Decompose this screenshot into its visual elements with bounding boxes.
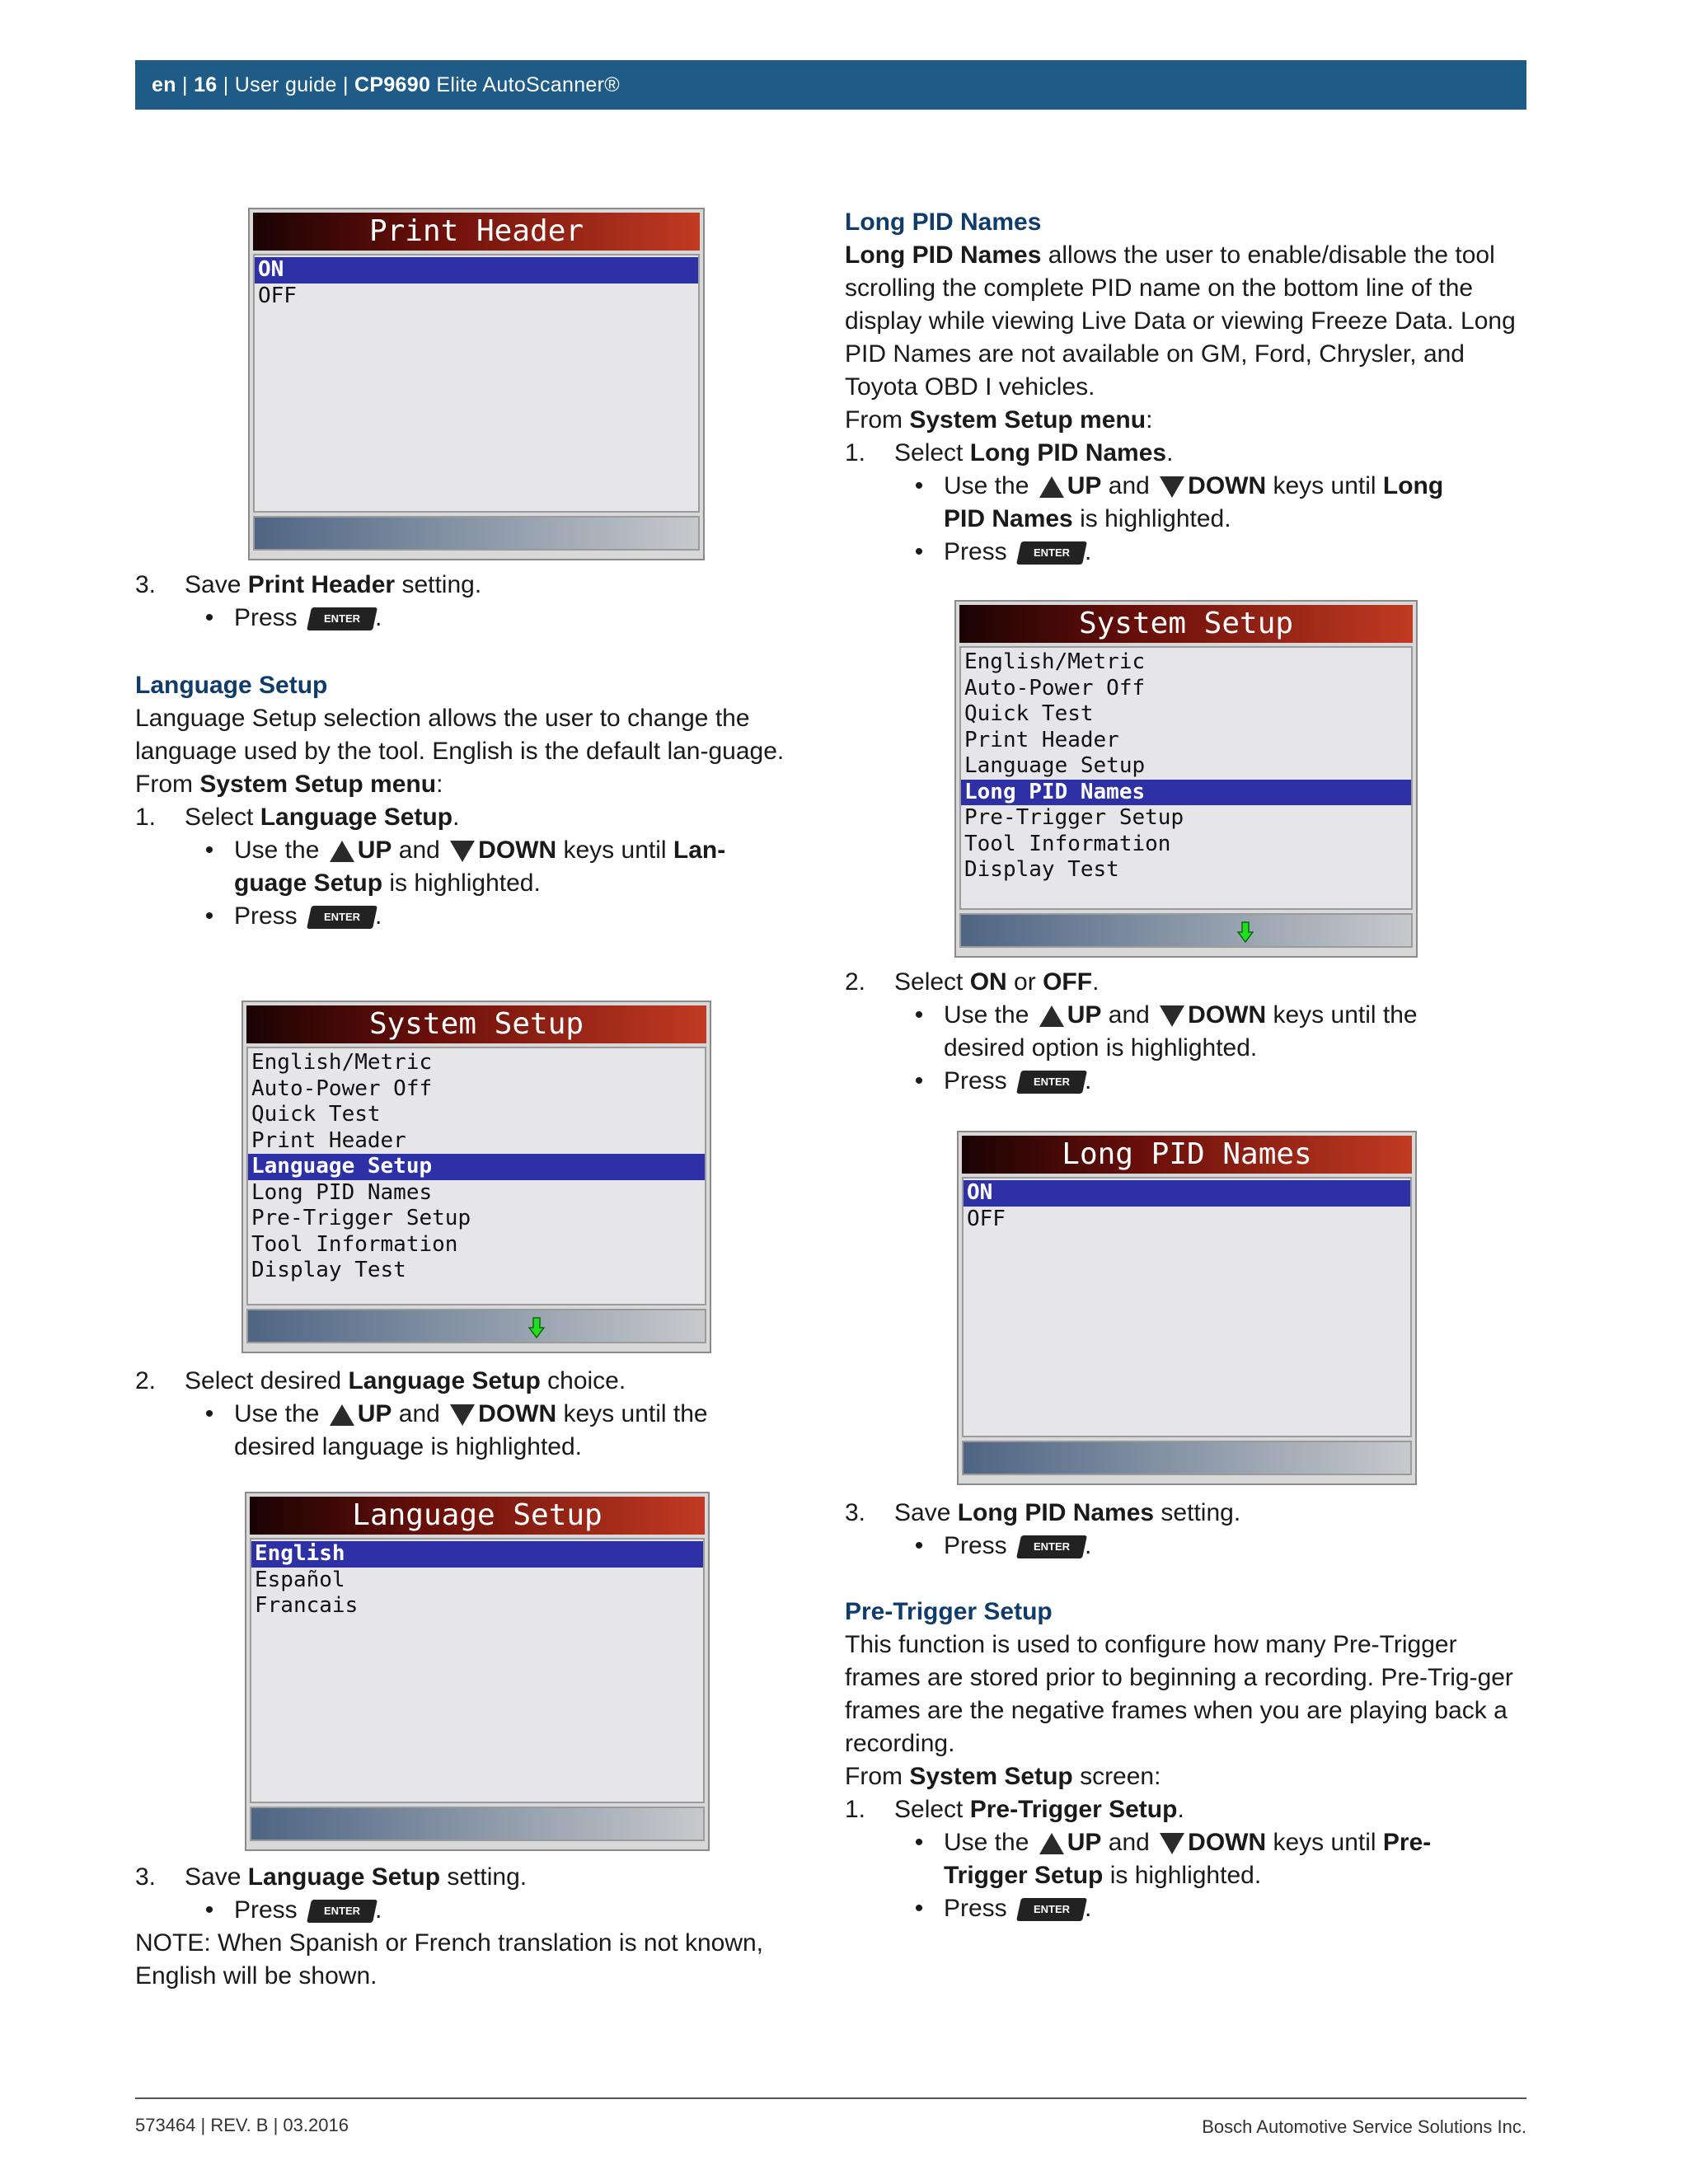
enter-key-icon: ENTER <box>1016 541 1087 565</box>
bullet-press: • Press ENTER . <box>204 902 382 930</box>
enter-key-icon: ENTER <box>307 607 377 630</box>
up-arrow-icon <box>1039 476 1064 498</box>
screen-list <box>253 254 700 513</box>
bullet-press: • Press ENTER . <box>914 1532 1092 1559</box>
note-text: NOTE: When Spanish or French translation is not known, English will be shown. <box>135 1929 764 1990</box>
screen-title: System Setup <box>246 1005 706 1043</box>
screen-item-off[interactable]: OFF <box>258 283 297 308</box>
screen-item[interactable]: Display Test <box>964 857 1119 882</box>
screen-list <box>962 1177 1412 1437</box>
screen-item[interactable]: Tool Information <box>964 831 1171 856</box>
from-system-setup-screen: From System Setup screen: <box>845 1763 1161 1790</box>
screen-footer <box>250 1807 705 1841</box>
screen-system-setup-long-pid <box>954 600 1418 958</box>
screen-item[interactable]: Auto-Power Off <box>251 1076 433 1101</box>
section-heading-pre-trigger: Pre-Trigger Setup <box>845 1598 1053 1625</box>
screen-item[interactable]: Español <box>255 1567 345 1592</box>
language-setup-section <box>135 669 819 933</box>
header-guide: User guide <box>234 73 337 96</box>
screen-item[interactable]: Language Setup <box>964 753 1146 778</box>
down-arrow-icon <box>1160 1833 1184 1854</box>
up-arrow-icon <box>1039 1005 1064 1027</box>
long-pid-section <box>845 206 1529 569</box>
down-arrow-icon <box>1237 921 1254 943</box>
header-product: Elite AutoScanner® <box>436 73 620 96</box>
from-system-setup: From System Setup menu: <box>845 406 1153 434</box>
step-select-pre-trigger: 1. Select Pre-Trigger Setup. <box>845 1796 1184 1823</box>
screen-title: System Setup <box>959 605 1413 643</box>
bullet-press: • Press ENTER . <box>914 1067 1092 1094</box>
header-lang: en <box>152 73 176 96</box>
screen-item[interactable]: Display Test <box>251 1258 406 1282</box>
screen-title: Print Header <box>253 213 700 251</box>
screen-item[interactable]: Pre-Trigger Setup <box>964 805 1184 830</box>
screen-item[interactable]: Auto-Power Off <box>964 675 1146 701</box>
screen-item[interactable]: Quick Test <box>251 1102 381 1127</box>
screen-long-pid-names <box>957 1131 1417 1485</box>
bullet-press: • Press ENTER . <box>914 1895 1092 1922</box>
screen-item-selected[interactable]: Language Setup <box>248 1154 705 1180</box>
left-column-block-4 <box>135 1861 819 1993</box>
down-arrow-icon <box>450 1404 475 1426</box>
left-column-block-3 <box>135 1365 819 1464</box>
screen-item[interactable]: Long PID Names <box>251 1179 433 1205</box>
step-save-long-pid: 3. Save Long PID Names setting. <box>845 1499 1241 1526</box>
down-arrow-icon <box>1160 476 1184 498</box>
bullet-use-keys: • Use the UP and DOWN keys until the desired option is highlighted. <box>914 1001 1418 1062</box>
long-pid-description: Long PID Names allows the user to enable/disable the tool scrolling the complete PID name on the bottom line of the display while viewing Live Data or viewing Freeze Data. Long PID Names are not available on GM, Ford, Chrysler, and Toyota OBD I vehicles. <box>845 241 1516 401</box>
down-arrow-icon <box>528 1317 545 1338</box>
section-heading-language-setup: Language Setup <box>135 672 328 699</box>
bullet-use-keys: • Use the UP and DOWN keys until Pre- Trigger Setup is highlighted. <box>914 1829 1432 1889</box>
screen-footer <box>253 516 700 551</box>
header-page: 16 <box>194 73 218 96</box>
screen-item[interactable]: English/Metric <box>251 1050 433 1075</box>
from-system-setup: From System Setup menu: <box>135 771 443 798</box>
enter-key-icon: ENTER <box>1016 1071 1087 1094</box>
pre-trigger-description: This function is used to configure how many Pre-Trigger frames are stored prior to beginning a recording. Pre-Trig-ger frames are the negative frames when you are playing back a recording. <box>845 1631 1513 1757</box>
section-heading-long-pid: Long PID Names <box>845 209 1042 236</box>
up-arrow-icon <box>1039 1833 1064 1854</box>
screen-item[interactable]: Pre-Trigger Setup <box>251 1206 471 1230</box>
screen-item-off[interactable]: OFF <box>967 1206 1006 1231</box>
right-column-block-2 <box>845 966 1529 1098</box>
enter-key-icon: ENTER <box>1016 1535 1087 1558</box>
header-model: CP9690 <box>354 73 431 96</box>
screen-item[interactable]: Quick Test <box>964 701 1094 726</box>
screen-list <box>959 646 1413 910</box>
footer-divider <box>135 2097 1526 2099</box>
screen-footer <box>959 913 1413 948</box>
footer-doc-id: 573464 | REV. B | 03.2016 <box>135 2115 349 2135</box>
bullet-use-keys: • Use the UP and DOWN keys until Lan- guage Setup is highlighted. <box>204 837 726 897</box>
footer-company: Bosch Automotive Service Solutions Inc. <box>1202 2116 1526 2137</box>
up-arrow-icon <box>330 1404 354 1426</box>
screen-item-selected[interactable]: English <box>251 1541 703 1568</box>
screen-item-on[interactable]: ON <box>255 257 698 284</box>
screen-item-selected[interactable]: Long PID Names <box>961 780 1411 806</box>
screen-language-setup <box>245 1492 710 1851</box>
step-select-long-pid: 1. Select Long PID Names. <box>845 439 1174 466</box>
enter-key-icon: ENTER <box>1016 1898 1087 1921</box>
step-save-language-setup: 3. Save Language Setup setting. <box>135 1863 528 1891</box>
step-select-language-setup: 1. Select Language Setup. <box>135 804 460 831</box>
bullet-use-keys: • Use the UP and DOWN keys until Long PID Names is highlighted. <box>914 472 1444 532</box>
screen-list <box>250 1538 705 1803</box>
down-arrow-icon <box>1160 1005 1184 1027</box>
screen-title: Long PID Names <box>962 1136 1412 1174</box>
screen-title: Language Setup <box>250 1497 705 1535</box>
screen-item[interactable]: Print Header <box>251 1127 406 1153</box>
screen-item[interactable]: Tool Information <box>251 1231 458 1257</box>
screen-print-header <box>248 208 705 560</box>
screen-footer <box>962 1441 1412 1475</box>
step-select-on-off: 2. Select ON or OFF. <box>845 968 1100 996</box>
bullet-press: • Press ENTER . <box>204 604 382 631</box>
language-setup-description: Language Setup selection allows the user to change the language used by the tool. English is the default lan-guage. <box>135 705 785 765</box>
left-column-block-1 <box>135 569 819 635</box>
bullet-use-keys: • Use the UP and DOWN keys until the desired language is highlighted. <box>204 1400 708 1460</box>
screen-item[interactable]: Francais <box>255 1593 359 1618</box>
screen-item-on[interactable]: ON <box>964 1180 1410 1207</box>
screen-system-setup-language <box>241 1001 711 1353</box>
right-column-block-3 <box>845 1497 1529 1563</box>
screen-list <box>246 1047 706 1305</box>
step-save-print-header: 3. Save Print Header setting. <box>135 571 482 598</box>
up-arrow-icon <box>330 841 354 862</box>
enter-key-icon: ENTER <box>307 906 377 929</box>
screen-footer <box>246 1309 706 1343</box>
step-select-language: 2. Select desired Language Setup choice. <box>135 1367 626 1394</box>
bullet-press: • Press ENTER . <box>914 538 1092 565</box>
enter-key-icon: ENTER <box>307 1900 377 1923</box>
down-arrow-icon <box>450 841 475 862</box>
screen-item[interactable]: English/Metric <box>964 649 1146 674</box>
pre-trigger-section <box>845 1596 1529 1925</box>
screen-item[interactable]: Print Header <box>964 727 1119 752</box>
bullet-press: • Press ENTER . <box>204 1896 382 1924</box>
page-header-bar: en | 16 | User guide | CP9690 Elite AutoScanner® <box>135 60 1526 110</box>
